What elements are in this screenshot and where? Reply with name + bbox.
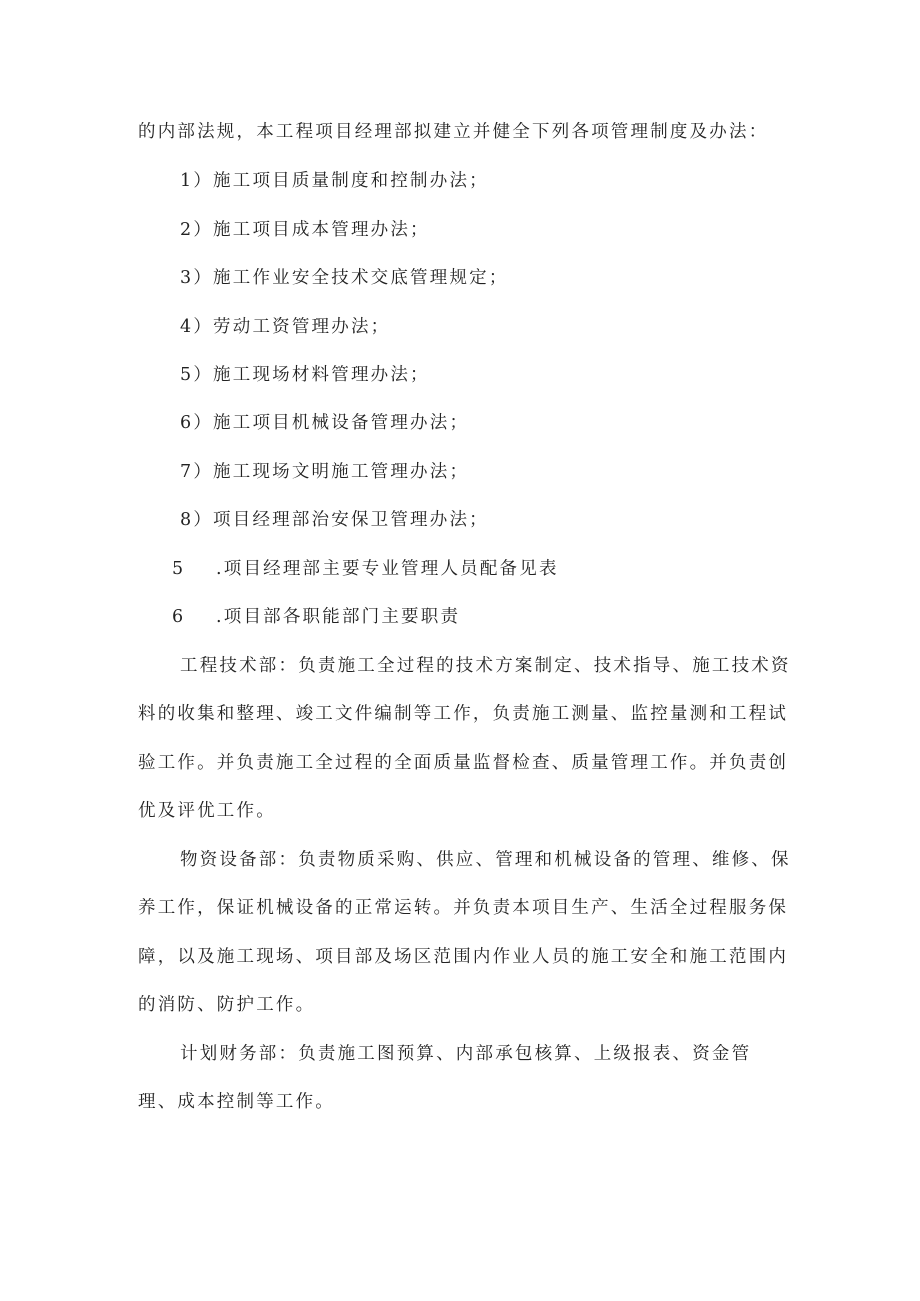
measure-text: 施工项目质量制度和控制办法；: [213, 171, 489, 191]
paragraph-materials-line-1: 物资设备部：负责物质采购、供应、管理和机械设备的管理、维修、保: [180, 850, 791, 870]
paragraph-engineering-line-3: 验工作。并负责施工全过程的全面质量监督检查、质量管理工作。并负责创: [138, 753, 789, 773]
section-heading-6: [172, 605, 460, 629]
measure-number: 2）: [180, 220, 214, 240]
measure-text: 施工项目成本管理办法；: [213, 220, 430, 240]
measure-text: 劳动工资管理办法；: [213, 317, 391, 337]
paragraph-engineering-line-2: 料的收集和整理、竣工文件编制等工作，负责施工测量、监控量测和工程试: [138, 704, 789, 724]
measure-text: 施工作业安全技术交底管理规定；: [213, 268, 509, 288]
paragraph-materials-line-3: 障，以及施工现场、项目部及场区范围内作业人员的施工安全和施工范围内: [138, 947, 789, 967]
paragraph-engineering-line-4: 优及评优工作。: [138, 801, 276, 821]
measure-item-3: [180, 266, 509, 290]
measure-item-2: [180, 218, 430, 242]
measure-item-1: [180, 169, 489, 193]
section-title: .项目经理部主要专业管理人员配备见表: [216, 559, 559, 579]
paragraph-finance-line-2: 理、成本控制等工作。: [138, 1092, 335, 1112]
intro-line: 的内部法规，本工程项目经理部拟建立并健全下列各项管理制度及办法：: [138, 122, 769, 142]
section-title: .项目部各职能部门主要职责: [216, 607, 461, 627]
paragraph-engineering-line-1: 工程技术部：负责施工全过程的技术方案制定、技术指导、施工技术资: [180, 656, 791, 676]
measure-number: 7）: [180, 462, 214, 482]
measure-number: 8）: [180, 510, 214, 530]
measure-item-5: [180, 363, 430, 387]
measure-item-8: [180, 508, 489, 532]
measure-text: 项目经理部治安保卫管理办法；: [213, 510, 489, 530]
measure-text: 施工项目机械设备管理办法；: [213, 413, 470, 433]
measure-number: 1）: [180, 171, 214, 191]
measure-text: 施工现场文明施工管理办法；: [213, 462, 470, 482]
measure-item-6: [180, 411, 469, 435]
section-number: 5: [172, 559, 186, 579]
section-number: 6: [172, 607, 186, 627]
measure-item-7: [180, 460, 469, 484]
measure-number: 4）: [180, 317, 214, 337]
measure-number: 6）: [180, 413, 214, 433]
paragraph-finance-line-1: 计划财务部：负责施工图预算、内部承包核算、上级报表、资金管: [180, 1044, 752, 1064]
paragraph-materials-line-4: 的消防、防护工作。: [138, 995, 316, 1015]
section-heading-5: [172, 557, 559, 581]
measure-number: 3）: [180, 268, 214, 288]
measure-number: 5）: [180, 365, 214, 385]
paragraph-materials-line-2: 养工作，保证机械设备的正常运转。并负责本项目生产、生活全过程服务保: [138, 898, 789, 918]
measure-item-4: [180, 315, 390, 339]
measure-text: 施工现场材料管理办法；: [213, 365, 430, 385]
